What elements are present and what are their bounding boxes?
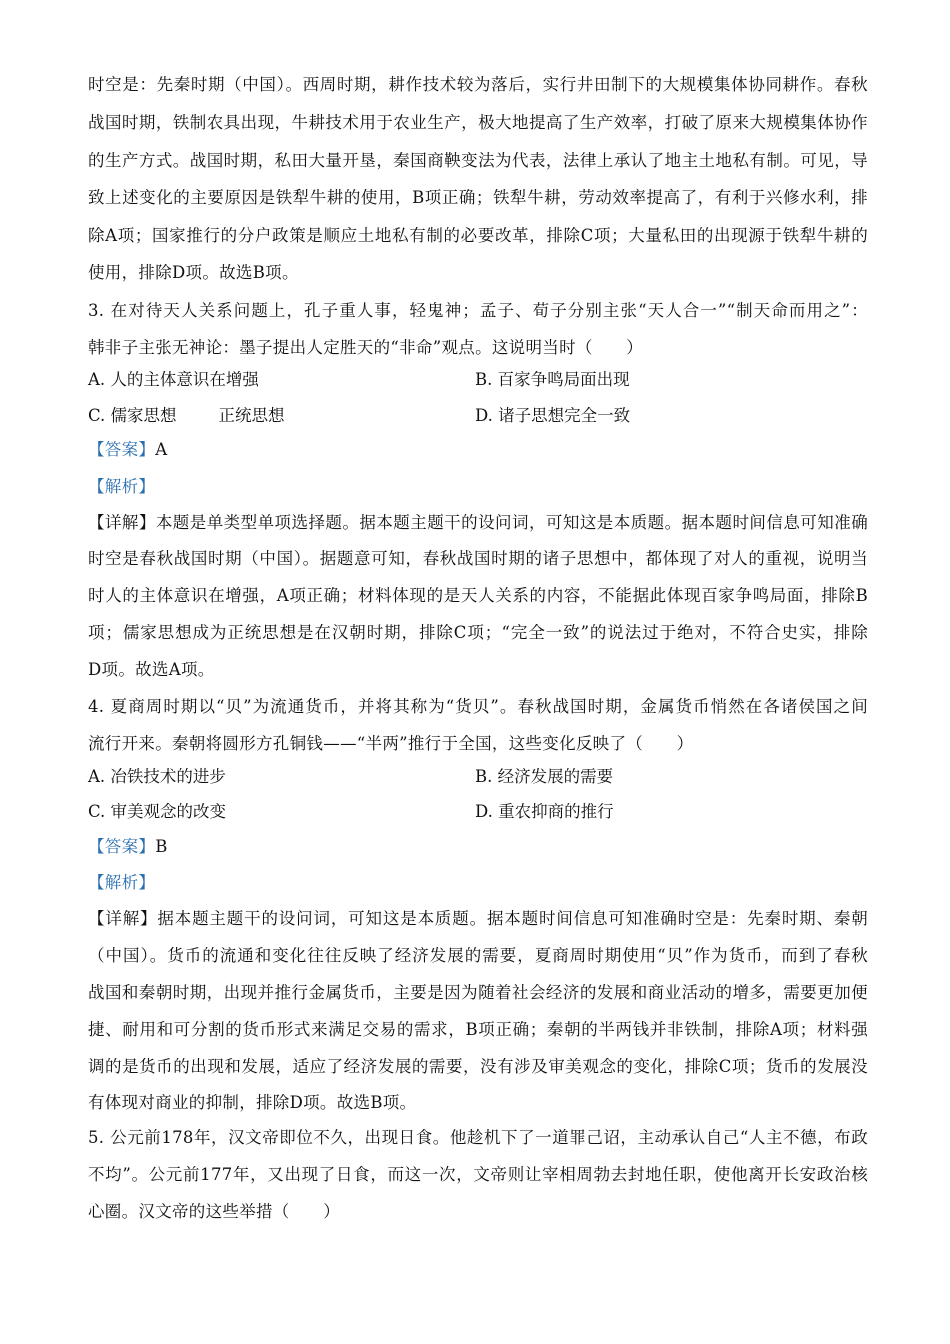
detail-line: 【详解】本题是单类型单项选择题。据本题主题干的设问词，可知这是本质题。据本题时间信息可知准确 [88,513,868,532]
question-5-stem: 心圈。汉文帝的这些举措（ ） [88,1202,340,1221]
analysis-tag: 【解析】 [88,477,156,496]
text-line: 致上述变化的主要原因是铁犁牛耕的使用，B项正确；铁犁牛耕，劳动效率提高了，有利于兴修水利，排 [88,188,868,207]
option-c: C. 审美观念的改变 [88,802,227,821]
detail-tag: 【详解】 [88,513,156,532]
question-5-stem: 不均”。公元前177年，又出现了日食，而这一次，文帝则让宰相周勃去封地任职，使他离开长安政治核 [88,1165,868,1184]
text-line: 的生产方式。战国时期，私田大量开垦，秦国商鞅变法为代表，法律上承认了地主土地私有制。可见，导 [88,151,868,170]
detail-line: （中国）。货币的流通和变化往往反映了经济发展的需要，夏商周时期使用“贝”作为货币，而到了春秋 [88,946,868,965]
text-line: 时空是：先秦时期（中国）。西周时期，耕作技术较为落后，实行井田制下的大规模集体协同耕作。春秋 [88,75,868,94]
detail-line: 调的是货币的出现和发展，适应了经济发展的需要，没有涉及审美观念的变化，排除C项；货币的发展没 [88,1057,868,1076]
detail-line: 有体现对商业的抑制，排除D项。故选B项。 [88,1093,417,1112]
question-5-stem: 5. 公元前178年，汉文帝即位不久，出现日食。他趁机下了一道罪己诏，主动承认自己“人主不德，布政 [88,1128,868,1147]
text-line: 除A项；国家推行的分户政策是顺应土地私有制的必要改革，排除C项；大量私田的出现源于铁犁牛耕的 [88,226,868,245]
detail-line: 捷、耐用和可分割的货币形式来满足交易的需求，B项正确；秦朝的半两钱并非铁制，排除A项；材料强 [88,1020,868,1039]
option-b: B. 经济发展的需要 [475,767,614,786]
text-line: 使用，排除D项。故选B项。 [88,263,299,282]
question-3-stem: 韩非子主张无神论：墨子提出人定胜天的“非命”观点。这说明当时（ ） [88,338,644,357]
question-4-stem: 流行开来。秦朝将圆形方孔铜钱——“半两”推行于全国，这些变化反映了（ ） [88,734,694,753]
option-c-part2: 正统思想 [218,406,285,425]
answer-tag: 【答案】 [88,837,156,856]
answer-value: A [155,440,168,459]
option-c [88,405,285,427]
option-a: A. 人的主体意识在增强 [88,370,259,389]
option-d: D. 重农抑商的推行 [475,802,614,821]
text-line: 战国时期，铁制农具出现，牛耕技术用于农业生产，极大地提高了生产效率，打破了原来大规模集体协作 [88,113,868,132]
detail-line: 项；儒家思想成为正统思想是在汉朝时期，排除C项；“完全一致”的说法过于绝对，不符合史实，排除 [88,623,868,642]
question-3-stem: 3. 在对待天人关系问题上，孔子重人事，轻鬼神；孟子、荀子分别主张“天人合一”“制天命而用之”： [88,301,868,320]
detail-line: D项。故选A项。 [88,660,215,679]
answer-value: B [155,837,168,856]
detail-line: 战国和秦朝时期，出现并推行金属货币，主要是因为随着社会经济的发展和商业活动的增多，需要更加便 [88,983,868,1002]
option-c-part1: C. 儒家思想 [88,406,177,425]
analysis-tag: 【解析】 [88,873,156,892]
option-d: D. 诸子思想完全一致 [475,406,631,425]
detail-line: 【详解】据本题主题干的设问词，可知这是本质题。据本题时间信息可知准确时空是：先秦时期、秦朝 [88,909,868,928]
answer-line [88,836,168,858]
option-b: B. 百家争鸣局面出现 [475,370,630,389]
answer-line [88,439,167,461]
detail-tag: 【详解】 [88,909,158,928]
option-a: A. 冶铁技术的进步 [88,767,226,786]
detail-line: 时人的主体意识在增强，A项正确；材料体现的是天人关系的内容，不能据此体现百家争鸣局面，排除B [88,586,868,605]
detail-line: 时空是春秋战国时期（中国）。据题意可知，春秋战国时期的诸子思想中，都体现了对人的重视，说明当 [88,549,868,568]
question-4-stem: 4. 夏商周时期以“贝”为流通货币，并将其称为“货贝”。春秋战国时期，金属货币悄然在各诸侯国之间 [88,697,868,716]
answer-tag: 【答案】 [88,440,156,459]
